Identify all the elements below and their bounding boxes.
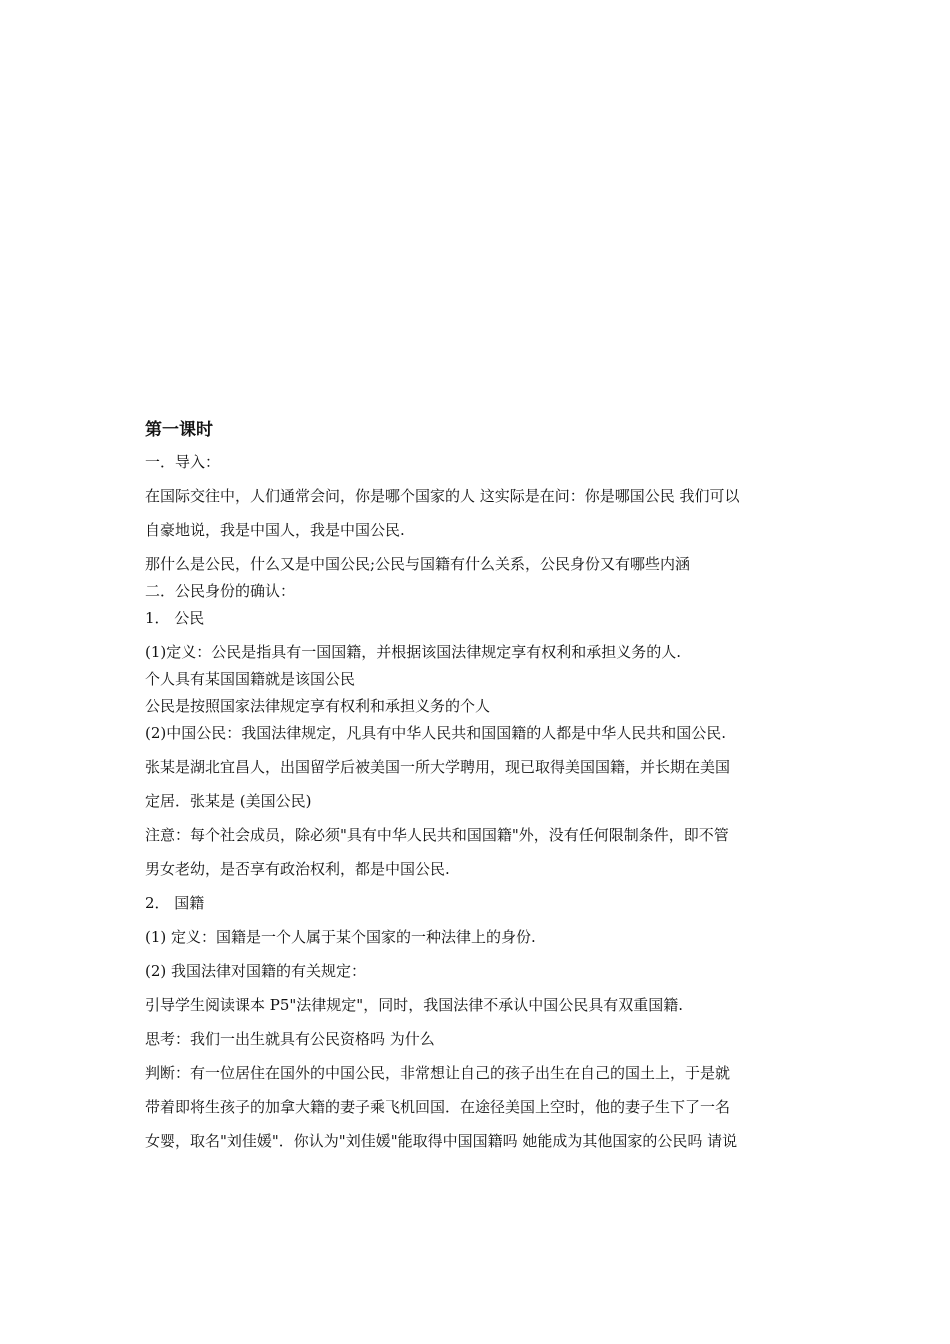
paragraph-line: 个人具有某国国籍就是该国公民 [145, 670, 356, 688]
judgment-line: 带着即将生孩子的加拿大籍的妻子乘飞机回国．在途径美国上空时，他的妻子生下了一名 [145, 1098, 731, 1116]
note-line: 注意：每个社会成员，除必须"具有中华人民共和国国籍"外，没有任何限制条件，即不管 [145, 826, 729, 844]
subheading-citizen: 1． 公民 [145, 609, 205, 627]
definition-line: (1)定义：公民是指具有一国国籍，并根据该国法律规定享有权利和承担义务的人. [145, 643, 682, 661]
paragraph-line: 自豪地说，我是中国人，我是中国公民. [145, 521, 405, 539]
paragraph-line: 那什么是公民，什么又是中国公民;公民与国籍有什么关系，公民身份又有哪些内涵 [145, 555, 691, 573]
example-line: 定居．张某是 (美国公民) [145, 792, 312, 810]
definition-line: (2)中国公民：我国法律规定，凡具有中华人民共和国国籍的人都是中华人民共和国公民. [145, 724, 727, 742]
paragraph-line: (2) 我国法律对国籍的有关规定： [145, 962, 367, 980]
judgment-line: 判断：有一位居住在国外的中国公民，非常想让自己的孩子出生在自己的国土上，于是就 [145, 1064, 731, 1082]
definition-line: (1) 定义：国籍是一个人属于某个国家的一种法律上的身份. [145, 928, 536, 946]
section-heading-intro: 一．导入： [145, 453, 221, 471]
section-heading-citizen-identity: 二．公民身份的确认： [145, 582, 296, 600]
question-line: 思考：我们一出生就具有公民资格吗 为什么 [145, 1030, 435, 1048]
subheading-nationality: 2． 国籍 [145, 894, 205, 912]
paragraph-line: 公民是按照国家法律规定享有权利和承担义务的个人 [145, 697, 491, 715]
judgment-line: 女婴，取名"刘佳媛"．你认为"刘佳媛"能取得中国国籍吗 她能成为其他国家的公民吗 请说 [145, 1132, 738, 1150]
document-body [145, 418, 810, 1165]
paragraph-line: 引导学生阅读课本 P5"法律规定"，同时，我国法律不承认中国公民具有双重国籍. [145, 996, 683, 1014]
note-line: 男女老幼，是否享有政治权利，都是中国公民. [145, 860, 450, 878]
paragraph-line: 在国际交往中，人们通常会问，你是哪个国家的人 这实际是在问：你是哪国公民 我们可以 [145, 487, 740, 505]
example-line: 张某是湖北宜昌人，出国留学后被美国一所大学聘用，现已取得美国国籍，并长期在美国 [145, 758, 731, 776]
lesson-title: 第一课时 [145, 420, 213, 440]
